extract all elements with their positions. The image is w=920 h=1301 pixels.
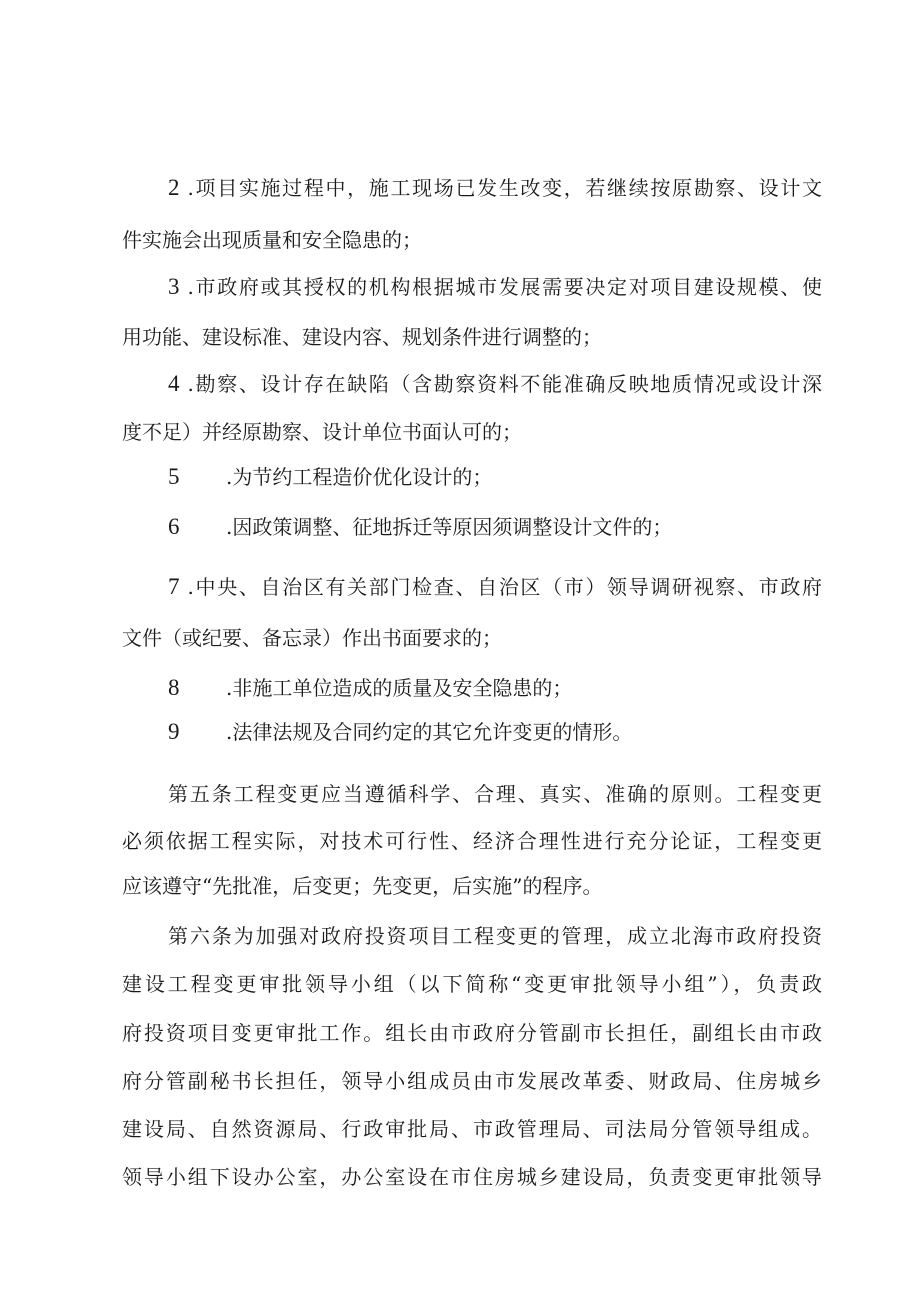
article-6-line-4: 府分管副秘书长担任，领导小组成员由市发展改革委、财政局、住房城乡 xyxy=(122,1069,822,1093)
item-number: 8 xyxy=(168,675,180,700)
article-5-line-3: 应该遵守“先批准，后变更；先变更，后实施”的程序。 xyxy=(122,874,603,898)
item-number: 4 xyxy=(168,371,180,396)
item-number: 9 xyxy=(168,719,180,744)
item-text: .法律法规及合同约定的其它允许变更的情形。 xyxy=(226,720,633,744)
item-text: .勘察、设计存在缺陷（含勘察资料不能准确反映地质情况或设计深 xyxy=(179,372,822,396)
item-2-line-1 xyxy=(168,174,822,202)
item-7-line-2: 文件（或纪要、备忘录）作出书面要求的； xyxy=(122,626,502,650)
item-text: .项目实施过程中，施工现场已发生改变，若继续按原勘察、设计文 xyxy=(179,176,822,200)
item-text: .中央、自治区有关部门检查、自治区（市）领导调研视察、市政府 xyxy=(179,575,822,599)
item-text: .因政策调整、征地拆迁等原因须调整设计文件的； xyxy=(226,515,673,539)
item-text: .非施工单位造成的质量及安全隐患的； xyxy=(226,676,573,700)
item-number: 2 xyxy=(168,175,180,200)
item-text: .市政府或其授权的机构根据城市发展需要决定对项目建设规模、使 xyxy=(179,275,822,299)
item-number: 3 xyxy=(168,274,180,299)
article-6-line-2: 建设工程变更审批领导小组（以下简称“变更审批领导小组”），负责政 xyxy=(122,972,822,996)
article-5-line-1: 第五条工程变更应当遵循科学、合理、真实、准确的原则。工程变更 xyxy=(168,782,822,806)
item-2-line-2: 件实施会出现质量和安全隐患的； xyxy=(122,228,422,252)
article-6-line-6: 领导小组下设办公室，办公室设在市住房城乡建设局，负责变更审批领导 xyxy=(122,1165,822,1189)
article-5-line-2: 必须依据工程实际，对技术可行性、经济合理性进行充分论证，工程变更 xyxy=(122,829,822,853)
article-6-line-1: 第六条为加强对政府投资项目工程变更的管理，成立北海市政府投资 xyxy=(168,924,822,948)
item-7-line-1 xyxy=(168,573,822,601)
item-number: 5 xyxy=(168,464,180,489)
item-6-line-1 xyxy=(168,513,822,541)
item-9-line-1 xyxy=(168,718,822,746)
item-text: .为节约工程造价优化设计的； xyxy=(226,465,493,489)
item-3-line-1 xyxy=(168,273,822,301)
item-5-line-1 xyxy=(168,463,822,491)
item-4-line-2: 度不足）并经原勘察、设计单位书面认可的； xyxy=(122,420,522,444)
item-number: 6 xyxy=(168,514,180,539)
article-6-line-3: 府投资项目变更审批工作。组长由市政府分管副市长担任，副组长由市政 xyxy=(122,1021,822,1045)
item-3-line-2: 用功能、建设标准、建设内容、规划条件进行调整的； xyxy=(122,325,602,349)
item-number: 7 xyxy=(168,574,180,599)
item-8-line-1 xyxy=(168,674,822,702)
article-6-line-5: 建设局、自然资源局、行政审批局、市政管理局、司法局分管领导组成。 xyxy=(122,1117,822,1141)
item-4-line-1 xyxy=(168,370,822,398)
